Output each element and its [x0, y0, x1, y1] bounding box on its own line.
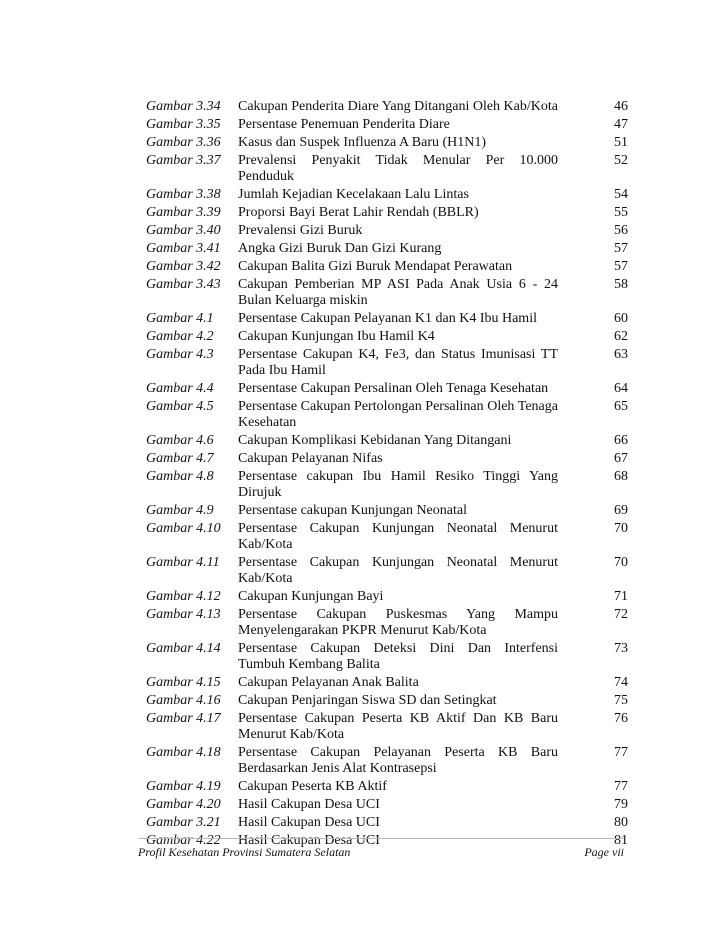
- toc-row: [146, 153, 628, 185]
- figure-number: Gambar 3.37: [146, 153, 221, 168]
- figure-caption: Hasil Cakupan Desa UCI: [238, 797, 380, 812]
- toc-row: [146, 433, 628, 449]
- figure-number: Gambar 4.11: [146, 555, 220, 570]
- figure-number: Gambar 3.34: [146, 99, 221, 114]
- figure-list: [146, 99, 628, 851]
- page-number: 68: [614, 469, 628, 484]
- toc-row: [146, 117, 628, 133]
- page-number: 60: [614, 311, 628, 326]
- figure-caption: Cakupan Pelayanan Anak Balita: [238, 675, 419, 690]
- figure-number: Gambar 3.41: [146, 241, 221, 256]
- toc-row: [146, 311, 628, 327]
- figure-caption: Cakupan Balita Gizi Buruk Mendapat Perawatan: [238, 259, 513, 274]
- page-number: 74: [614, 675, 628, 690]
- figure-number: Gambar 3.36: [146, 135, 221, 150]
- figure-caption: Persentase cakupan Ibu Hamil Resiko Tinggi Yang Dirujuk: [238, 469, 558, 500]
- figure-caption: Persentase Cakupan Peserta KB Aktif Dan KB Baru Menurut Kab/Kota: [238, 711, 558, 742]
- page-number: 80: [614, 815, 628, 830]
- page-number: 52: [614, 153, 628, 168]
- figure-caption: Cakupan Kunjungan Ibu Hamil K4: [238, 329, 435, 344]
- figure-caption: Persentase Cakupan Kunjungan Neonatal Menurut Kab/Kota: [238, 555, 558, 586]
- page-number: 64: [614, 381, 628, 396]
- figure-number: Gambar 4.8: [146, 469, 214, 484]
- figure-caption: Persentase Cakupan Pelayanan Peserta KB Baru Berdasarkan Jenis Alat Kontrasepsi: [238, 745, 558, 776]
- toc-row: [146, 99, 628, 115]
- page-number: 56: [614, 223, 628, 238]
- toc-row: [146, 381, 628, 397]
- figure-number: Gambar 4.2: [146, 329, 214, 344]
- figure-caption: Persentase Cakupan Persalinan Oleh Tenaga Kesehatan: [238, 381, 549, 396]
- figure-number: Gambar 4.17: [146, 711, 221, 726]
- figure-number: Gambar 3.21: [146, 815, 221, 830]
- page-footer: [138, 845, 624, 860]
- page-number: 79: [614, 797, 628, 812]
- figure-number: Gambar 4.12: [146, 589, 221, 604]
- figure-number: Gambar 4.15: [146, 675, 221, 690]
- page-number: 57: [614, 241, 628, 256]
- page-number: 62: [614, 329, 628, 344]
- figure-number: Gambar 4.10: [146, 521, 221, 536]
- page-number: 70: [614, 555, 628, 570]
- page-number: 76: [614, 711, 628, 726]
- page-number: 58: [614, 277, 628, 292]
- figure-number: Gambar 4.7: [146, 451, 214, 466]
- toc-row: [146, 329, 628, 345]
- toc-row: [146, 521, 628, 553]
- figure-caption: Hasil Cakupan Desa UCI: [238, 815, 380, 830]
- figure-caption: Persentase Cakupan Kunjungan Neonatal Menurut Kab/Kota: [238, 521, 558, 552]
- figure-caption: Persentase Cakupan Puskesmas Yang Mampu Menyelengarakan PKPR Menurut Kab/Kota: [238, 607, 558, 638]
- figure-number: Gambar 4.5: [146, 399, 214, 414]
- page-number: 47: [614, 117, 628, 132]
- page-number: 77: [614, 779, 628, 794]
- toc-row: [146, 223, 628, 239]
- toc-row: [146, 779, 628, 795]
- figure-number: Gambar 4.19: [146, 779, 221, 794]
- figure-number: Gambar 4.9: [146, 503, 214, 518]
- toc-row: [146, 259, 628, 275]
- figure-caption: Prevalensi Penyakit Tidak Menular Per 10.000 Penduduk: [238, 153, 558, 184]
- figure-number: Gambar 4.18: [146, 745, 221, 760]
- toc-row: [146, 205, 628, 221]
- toc-row: [146, 641, 628, 673]
- page-number: 72: [614, 607, 628, 622]
- figure-caption: Persentase Cakupan Pelayanan K1 dan K4 Ibu Hamil: [238, 311, 537, 326]
- figure-number: Gambar 3.39: [146, 205, 221, 220]
- figure-caption: Hasil Cakupan Desa UCI: [238, 833, 380, 848]
- page-number: 57: [614, 259, 628, 274]
- toc-row: [146, 607, 628, 639]
- toc-row: [146, 693, 628, 709]
- toc-row: [146, 675, 628, 691]
- toc-row: [146, 503, 628, 519]
- figure-number: Gambar 3.42: [146, 259, 221, 274]
- page-number: 51: [614, 135, 628, 150]
- figure-number: Gambar 3.38: [146, 187, 221, 202]
- toc-row: [146, 187, 628, 203]
- figure-number: Gambar 4.22: [146, 833, 221, 848]
- page-number: 81: [614, 833, 628, 848]
- toc-row: [146, 241, 628, 257]
- figure-caption: Kasus dan Suspek Influenza A Baru (H1N1): [238, 135, 487, 150]
- figure-caption: Persentase cakupan Kunjungan Neonatal: [238, 503, 467, 518]
- figure-number: Gambar 4.6: [146, 433, 214, 448]
- page-number: 55: [614, 205, 628, 220]
- footer-page-label: Page vii: [584, 845, 624, 859]
- footer-title: Profil Kesehatan Provinsi Sumatera Selatan: [138, 845, 351, 859]
- page-number: 66: [614, 433, 628, 448]
- figure-caption: Persentase Cakupan Pertolongan Persalinan Oleh Tenaga Kesehatan: [238, 399, 558, 430]
- figure-number: Gambar 4.1: [146, 311, 214, 326]
- figure-number: Gambar 4.16: [146, 693, 221, 708]
- figure-caption: Angka Gizi Buruk Dan Gizi Kurang: [238, 241, 442, 256]
- toc-row: [146, 589, 628, 605]
- figure-caption: Persentase Cakupan Deteksi Dini Dan Interfensi Tumbuh Kembang Balita: [238, 641, 558, 672]
- figure-caption: Persentase Penemuan Penderita Diare: [238, 117, 450, 132]
- figure-number: Gambar 3.35: [146, 117, 221, 132]
- toc-row: [146, 135, 628, 151]
- page-number: 75: [614, 693, 628, 708]
- toc-row: [146, 555, 628, 587]
- figure-number: Gambar 4.4: [146, 381, 214, 396]
- figure-caption: Cakupan Pelayanan Nifas: [238, 451, 383, 466]
- figure-caption: Cakupan Peserta KB Aktif: [238, 779, 387, 794]
- page-number: 63: [614, 347, 628, 362]
- toc-row: [146, 469, 628, 501]
- figure-number: Gambar 4.13: [146, 607, 221, 622]
- page-number: 71: [614, 589, 628, 604]
- figure-caption: Prevalensi Gizi Buruk: [238, 223, 363, 238]
- page-number: 65: [614, 399, 628, 414]
- toc-row: [146, 277, 628, 309]
- figure-caption: Cakupan Penjaringan Siswa SD dan Setingkat: [238, 693, 497, 708]
- figure-caption: Cakupan Pemberian MP ASI Pada Anak Usia 6 - 24 Bulan Keluarga miskin: [238, 277, 558, 308]
- page-number: 69: [614, 503, 628, 518]
- figure-number: Gambar 4.20: [146, 797, 221, 812]
- figure-caption: Proporsi Bayi Berat Lahir Rendah (BBLR): [238, 205, 479, 220]
- footer-divider: [138, 838, 624, 839]
- page-number: 46: [614, 99, 628, 114]
- figure-caption: Cakupan Komplikasi Kebidanan Yang Ditangani: [238, 433, 512, 448]
- page-number: 70: [614, 521, 628, 536]
- figure-number: Gambar 4.3: [146, 347, 214, 362]
- page-number: 77: [614, 745, 628, 760]
- figure-caption: Jumlah Kejadian Kecelakaan Lalu Lintas: [238, 187, 469, 202]
- figure-caption: Cakupan Kunjungan Bayi: [238, 589, 384, 604]
- toc-row: [146, 815, 628, 831]
- figure-caption: Cakupan Penderita Diare Yang Ditangani Oleh Kab/Kota: [238, 99, 558, 114]
- toc-row: [146, 745, 628, 777]
- figure-number: Gambar 3.40: [146, 223, 221, 238]
- page-number: 73: [614, 641, 628, 656]
- toc-row: [146, 451, 628, 467]
- figure-number: Gambar 4.14: [146, 641, 221, 656]
- figure-caption: Persentase Cakupan K4, Fe3, dan Status Imunisasi TT Pada Ibu Hamil: [238, 347, 558, 378]
- toc-row: [146, 711, 628, 743]
- page-number: 54: [614, 187, 628, 202]
- toc-row: [146, 347, 628, 379]
- page-number: 67: [614, 451, 628, 466]
- toc-row: [146, 797, 628, 813]
- figure-number: Gambar 3.43: [146, 277, 221, 292]
- toc-row: [146, 399, 628, 431]
